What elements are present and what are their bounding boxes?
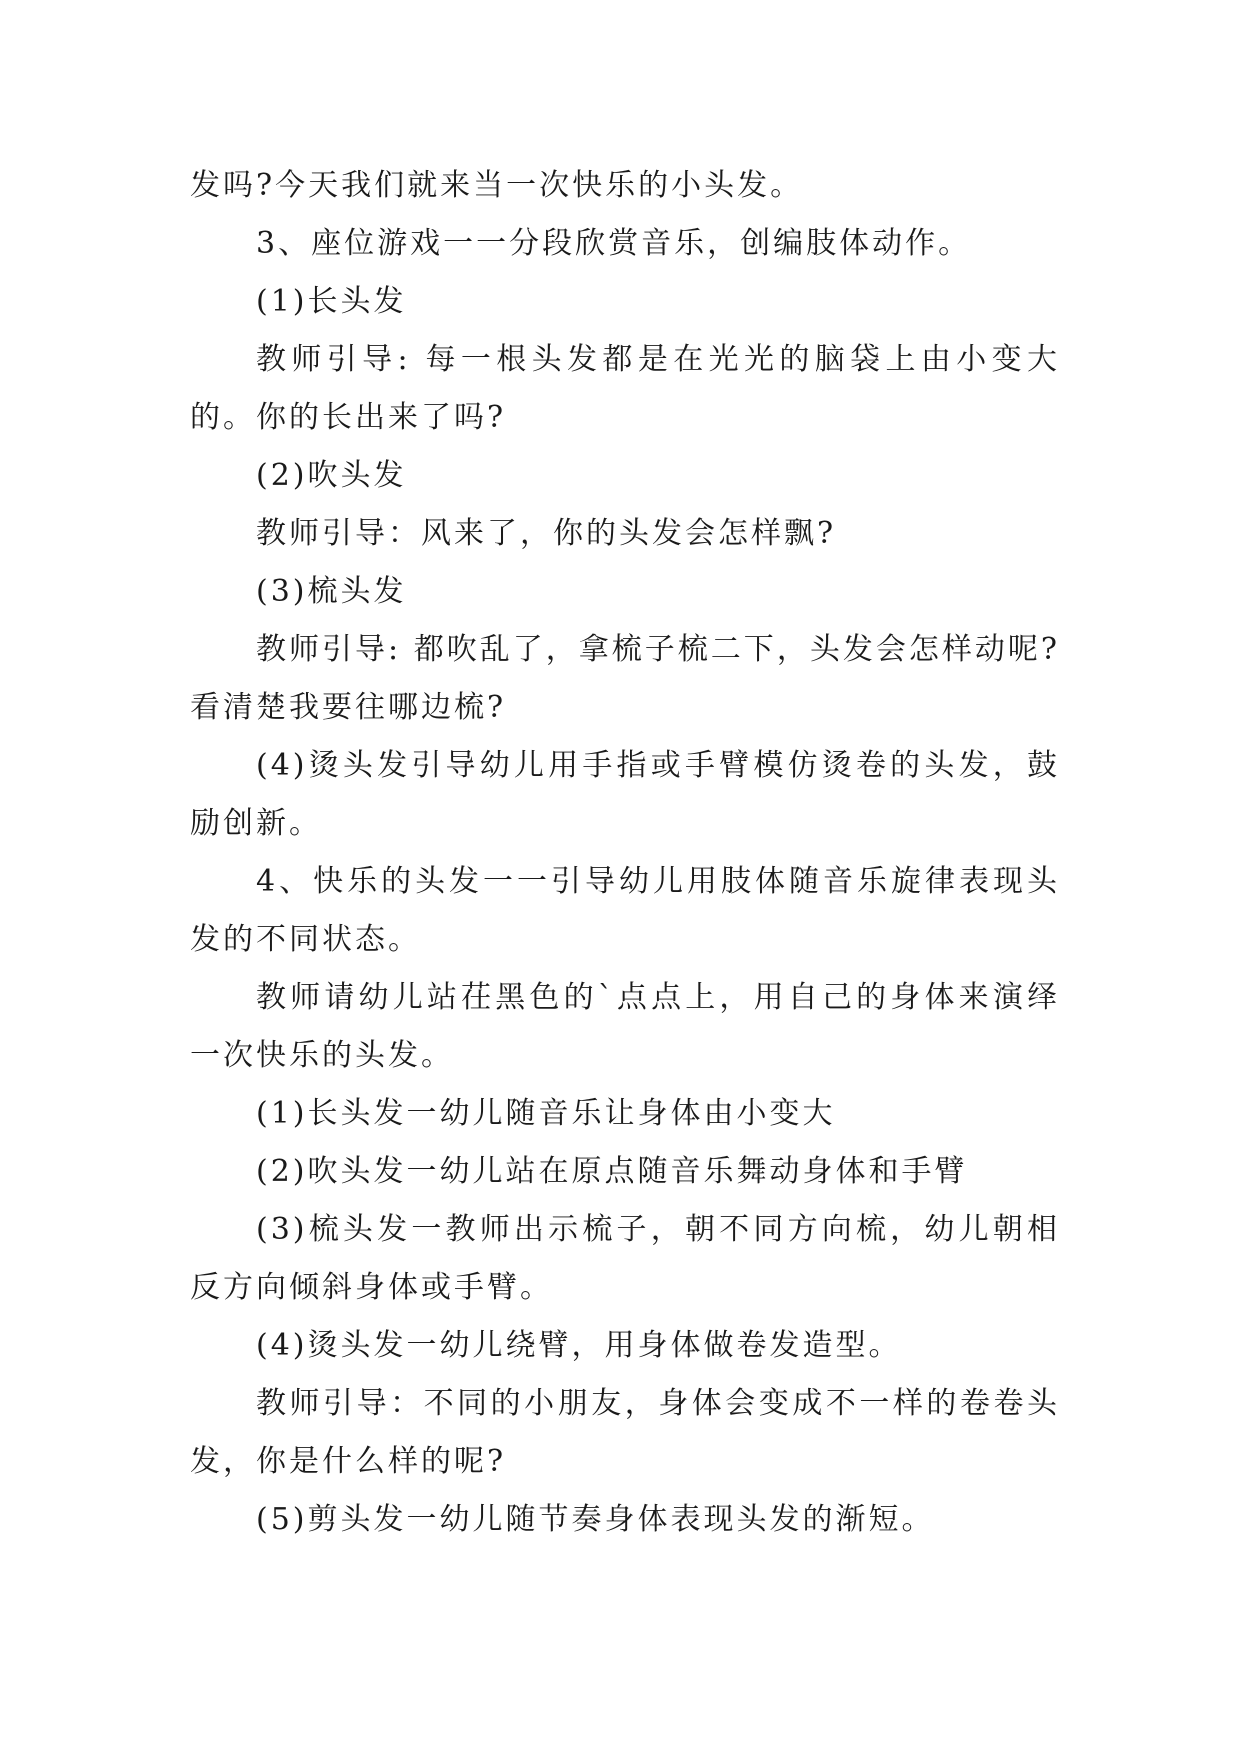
paragraph-continuation: 发吗?今天我们就来当一次快乐的小头发。 [190,168,804,203]
list-item: (3)梳头发一教师出示梳子，朝不同方向梳，幼儿朝相反方向倾斜身体或手臂。 [190,1212,1060,1305]
subheading-perm-hair: (4)烫头发引导幼儿用手指或手臂模仿烫卷的头发，鼓励创新。 [190,748,1060,841]
teacher-guidance-paragraph: 教师引导: 每一根头发都是在光光的脑袋上由小变大的。你的长出来了吗? [190,342,1060,435]
document-page [190,157,1060,1549]
list-item: (1)长头发一幼儿随音乐让身体由小变大 [256,1096,836,1131]
list-item: (5)剪头发一幼儿随节奏身体表现头发的渐短。 [256,1502,935,1537]
section-heading-4: 4、快乐的头发一一引导幼儿用肢体随音乐旋律表现头发的不同状态。 [190,864,1060,957]
teacher-guidance-paragraph: 教师引导: 都吹乱了，拿梳子梳二下，头发会怎样动呢?看清楚我要往哪边梳? [190,632,1060,725]
teacher-guidance-paragraph: 教师引导：不同的小朋友，身体会变成不一样的卷卷头发，你是什么样的呢? [190,1386,1060,1479]
list-item: (2)吹头发一幼儿站在原点随音乐舞动身体和手臂 [256,1154,968,1189]
subheading-blow-hair: (2)吹头发 [256,458,407,493]
teacher-guidance-paragraph: 教师引导：风来了，你的头发会怎样飘? [256,516,837,551]
subheading-comb-hair: (3)梳头发 [256,574,407,609]
subheading-long-hair: (1)长头发 [256,284,407,319]
body-paragraph: 教师请幼儿站茌黑色的`点点上，用自己的身体来演绎一次快乐的头发。 [190,980,1060,1073]
list-item: (4)烫头发一幼儿绕臂，用身体做卷发造型。 [256,1328,902,1363]
section-heading-3: 3、座位游戏一一分段欣赏音乐，创编肢体动作。 [256,226,972,261]
